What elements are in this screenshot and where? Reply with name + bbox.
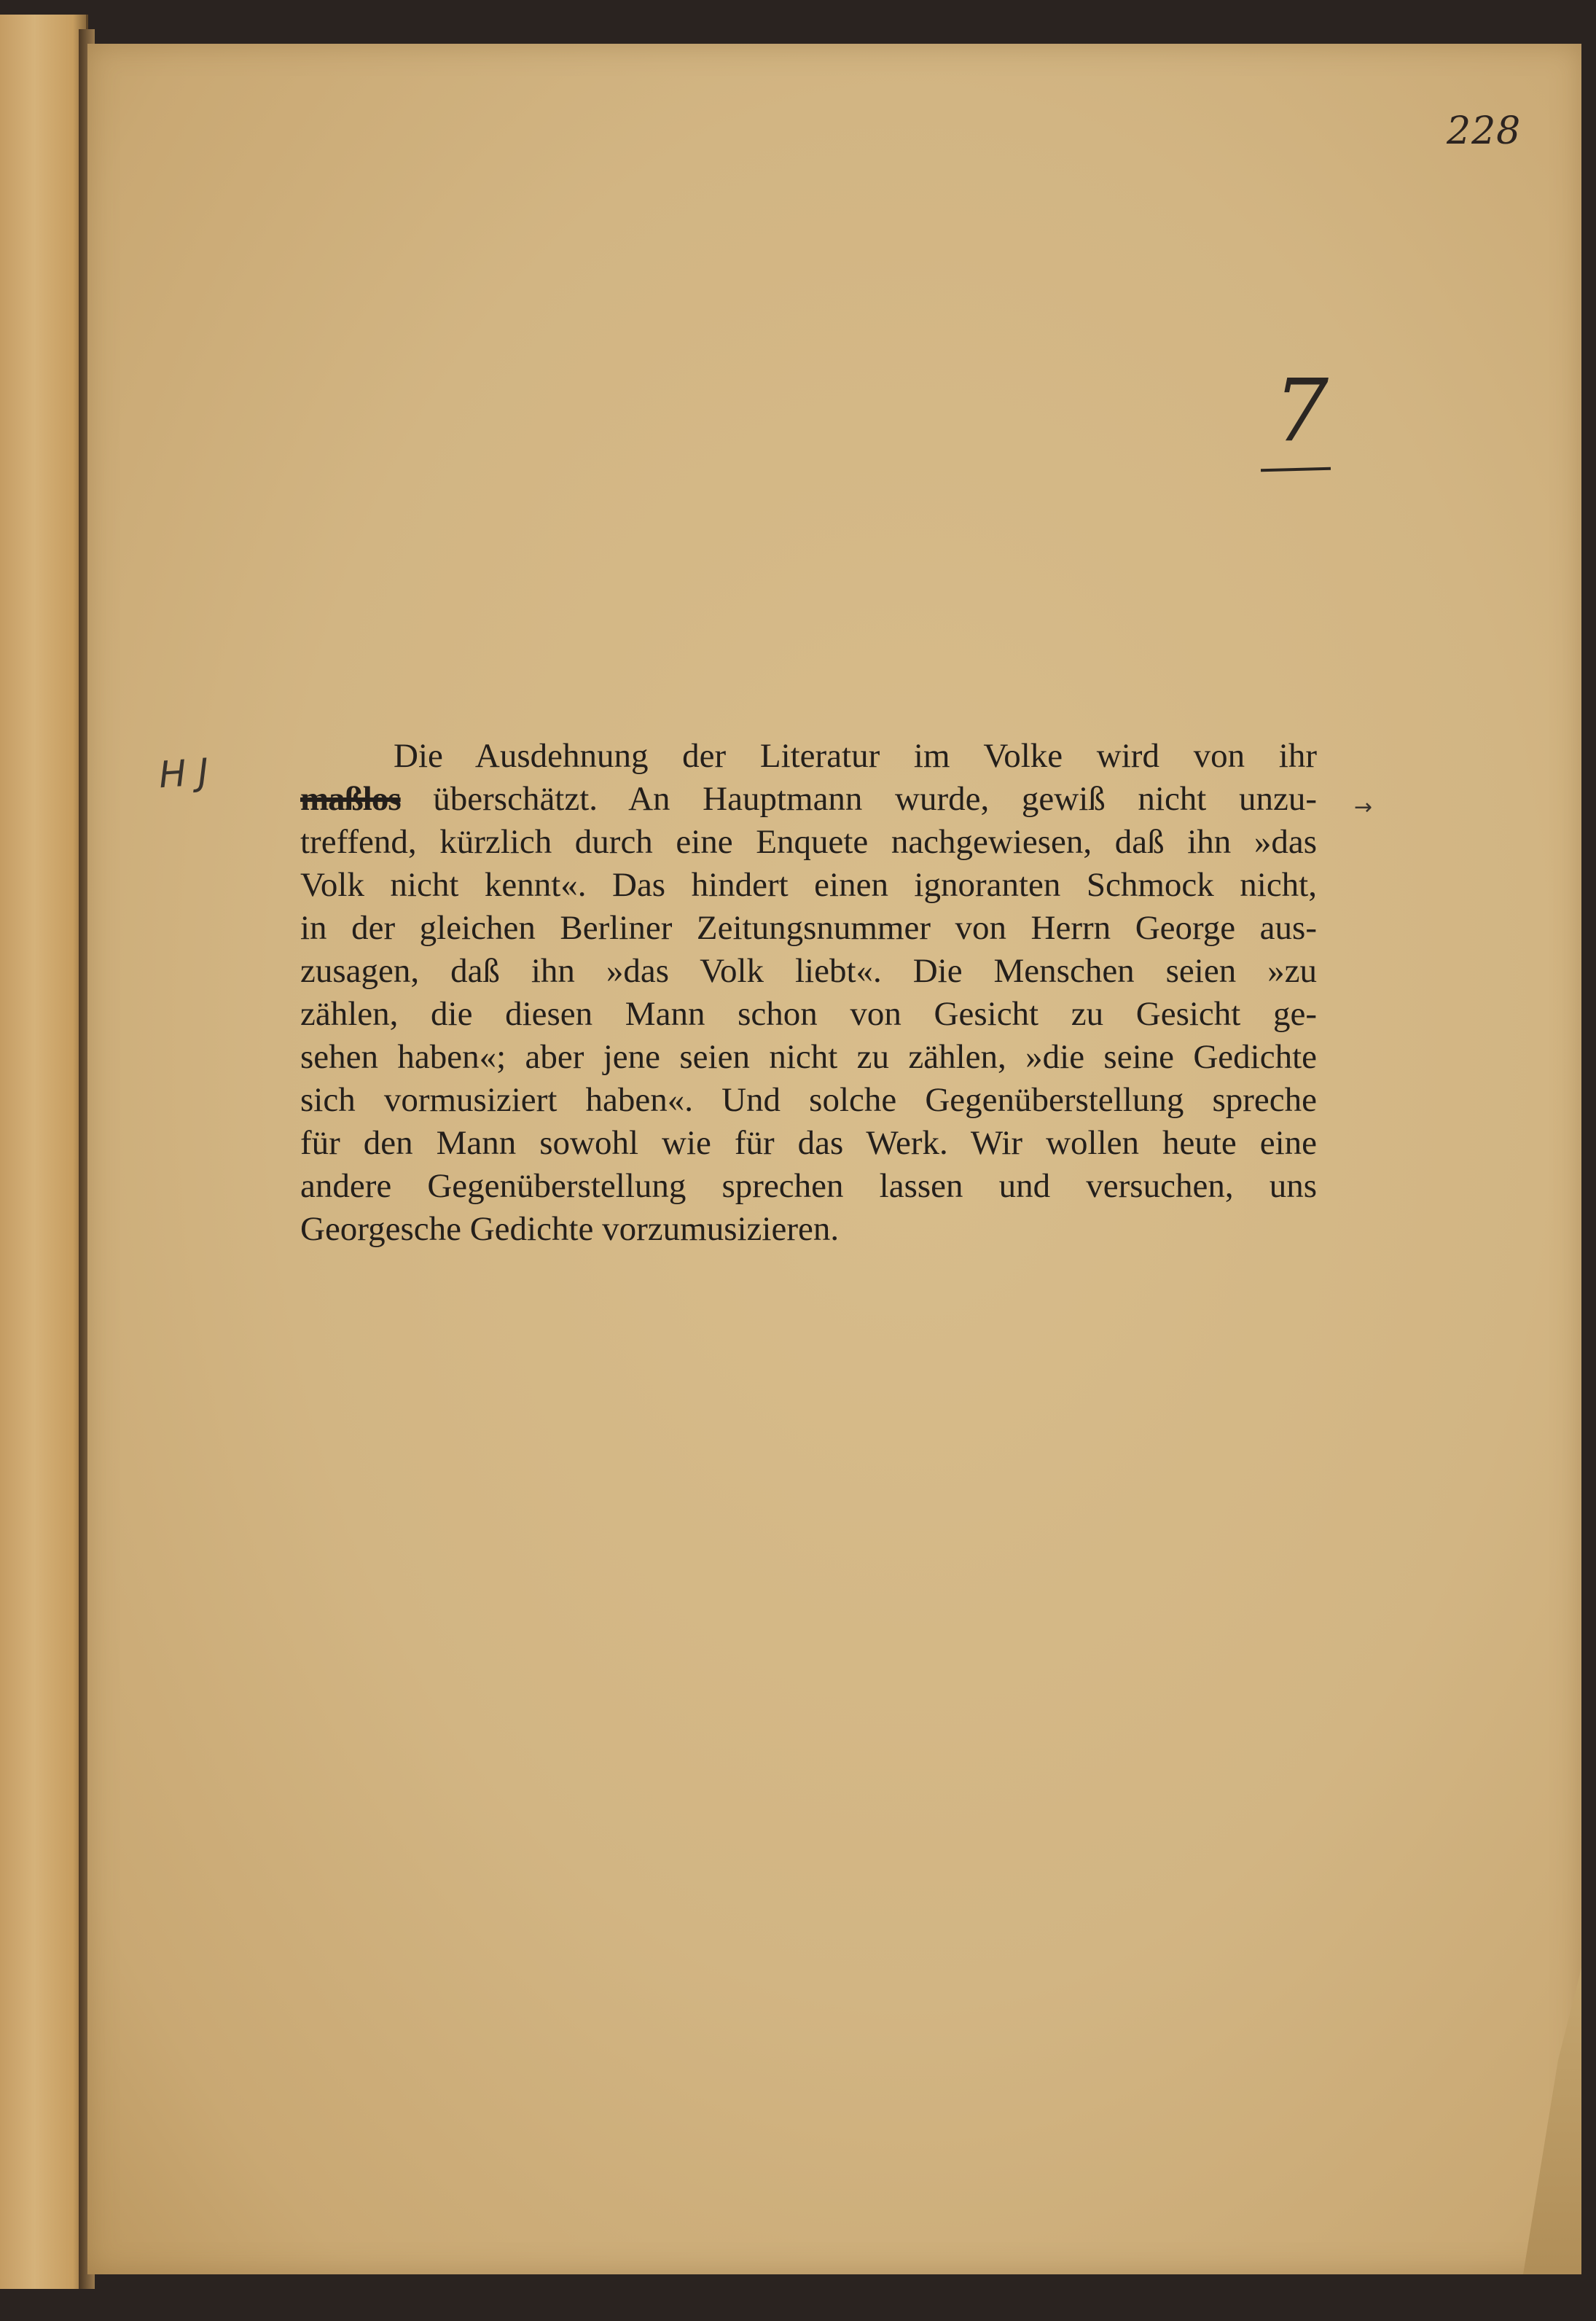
text-line-2 <box>300 778 1317 821</box>
text-line-8: sehen haben«; aber jene seien nicht zu zählen, »die seine Gedichte <box>300 1038 1317 1076</box>
text-line-10: für den Mann sowohl wie für das Werk. Wir wollen heute eine <box>300 1124 1317 1162</box>
text-line-1: Die Ausdehnung der Literatur im Volke wird von ihr <box>394 737 1317 775</box>
text-line-7: zählen, die diesen Mann schon von Gesicht zu Gesicht ge- <box>300 995 1317 1033</box>
handwritten-folio-number: 228 <box>1447 109 1522 153</box>
handwritten-margin-note: H J <box>157 750 211 797</box>
text-line-11: andere Gegenüberstellung sprechen lassen und versuchen, uns <box>300 1167 1317 1205</box>
book-cover-edge <box>0 15 88 2289</box>
handwritten-section-number <box>1261 360 1334 474</box>
margin-tick-mark: → <box>1354 795 1373 820</box>
body-paragraph <box>300 735 1317 1251</box>
text-line-2-rest: überschätzt. An Hauptmann wurde, gewiß nicht unzu- <box>433 780 1318 818</box>
section-number-text: 7 <box>1274 360 1329 461</box>
text-line-6: zusagen, daß ihn »das Volk liebt«. Die Menschen seien »zu <box>300 952 1317 990</box>
text-line-4: Volk nicht kennt«. Das hindert einen ignoranten Schmock nicht, <box>300 866 1317 904</box>
text-line-5: in der gleichen Berliner Zeitungsnummer von Herrn George aus- <box>300 909 1317 947</box>
struck-word: maßlos <box>300 780 401 818</box>
section-number-underline <box>1261 467 1331 472</box>
text-line-12: Georgesche Gedichte vorzumusizieren. <box>300 1210 840 1248</box>
text-line-9: sich vormusiziert haben«. Und solche Gegenüberstellung spreche <box>300 1081 1317 1119</box>
text-line-3: treffend, kürzlich durch eine Enquete nachgewiesen, daß ihn »das <box>300 823 1317 861</box>
